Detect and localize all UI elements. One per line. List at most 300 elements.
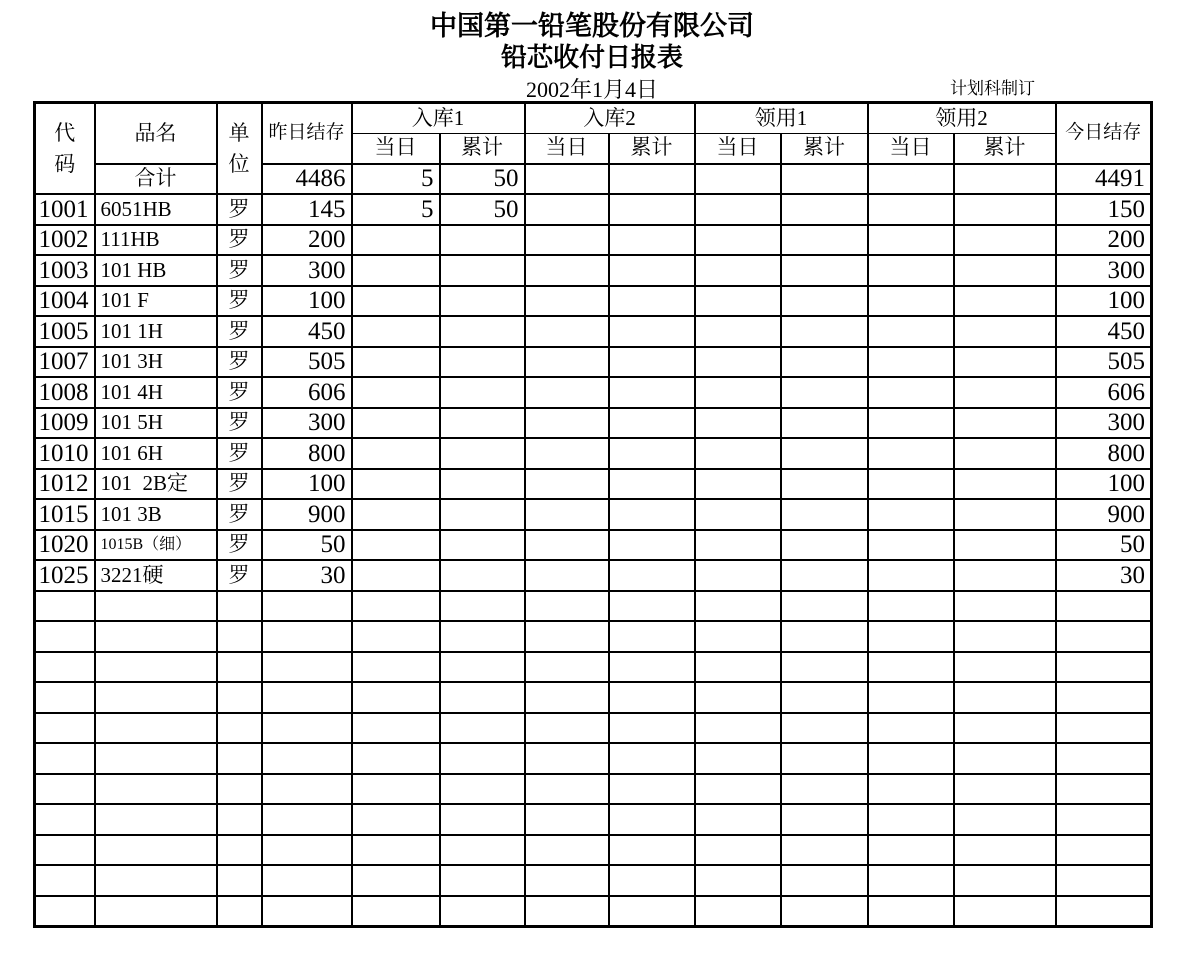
in1-day-cell [352, 713, 440, 744]
code-cell: 1020 [35, 530, 95, 561]
use1-day-cell [695, 164, 781, 195]
in2-cum-cell [609, 713, 695, 744]
today-balance-cell: 4491 [1056, 164, 1152, 195]
use2-cum-cell [954, 255, 1056, 286]
use2-day-cell [868, 865, 954, 896]
prev-balance-cell [262, 835, 352, 866]
today-balance-cell: 300 [1056, 408, 1152, 439]
table-row [35, 408, 1152, 439]
in2-day-cell [525, 713, 609, 744]
in2-day-cell [525, 225, 609, 256]
today-balance-cell [1056, 713, 1152, 744]
in1-cum-cell [440, 682, 525, 713]
col-header-in2-cum: 累计 [609, 133, 695, 164]
in1-cum-cell [440, 255, 525, 286]
product-cell: 101 3B [95, 499, 217, 530]
use2-cum-cell [954, 316, 1056, 347]
col-group-in2: 入库2 [525, 103, 695, 134]
col-header-today-balance: 今日结存 [1056, 103, 1152, 164]
product-cell: 101 HB [95, 255, 217, 286]
today-balance-cell: 100 [1056, 286, 1152, 317]
use2-cum-cell [954, 835, 1056, 866]
product-cell [95, 835, 217, 866]
use1-day-cell [695, 469, 781, 500]
unit-cell: 罗 [217, 255, 262, 286]
col-header-prev-balance: 昨日结存 [262, 103, 352, 164]
in1-day-cell [352, 469, 440, 500]
unit-cell: 罗 [217, 408, 262, 439]
product-cell [95, 896, 217, 927]
in2-cum-cell [609, 743, 695, 774]
use2-day-cell [868, 408, 954, 439]
in1-cum-cell [440, 774, 525, 805]
table-row [35, 225, 1152, 256]
in1-cum-cell [440, 804, 525, 835]
unit-cell: 罗 [217, 286, 262, 317]
use2-cum-cell [954, 438, 1056, 469]
use1-cum-cell [781, 255, 868, 286]
in2-day-cell [525, 774, 609, 805]
use2-cum-cell [954, 774, 1056, 805]
use1-day-cell [695, 377, 781, 408]
product-cell: 101 5H [95, 408, 217, 439]
code-cell [35, 621, 95, 652]
use1-cum-cell [781, 194, 868, 225]
unit-cell: 罗 [217, 499, 262, 530]
use2-cum-cell [954, 896, 1056, 927]
in2-cum-cell [609, 377, 695, 408]
in2-cum-cell [609, 469, 695, 500]
use2-day-cell [868, 225, 954, 256]
table-row [35, 286, 1152, 317]
prev-balance-cell: 606 [262, 377, 352, 408]
unit-cell [217, 835, 262, 866]
table-row [35, 621, 1152, 652]
in1-cum-cell [440, 591, 525, 622]
company-title: 中国第一铅笔股份有限公司 [430, 11, 754, 42]
table-row [35, 530, 1152, 561]
in1-cum-cell [440, 469, 525, 500]
use1-cum-cell [781, 438, 868, 469]
today-balance-cell: 300 [1056, 255, 1152, 286]
in2-cum-cell [609, 408, 695, 439]
in2-cum-cell [609, 835, 695, 866]
table-row [35, 835, 1152, 866]
today-balance-cell: 450 [1056, 316, 1152, 347]
in1-cum-cell: 50 [440, 164, 525, 195]
total-label: 合计 [95, 164, 217, 195]
in1-cum-cell [440, 377, 525, 408]
in1-day-cell [352, 560, 440, 591]
prev-balance-cell: 900 [262, 499, 352, 530]
col-group-in1: 入库1 [352, 103, 525, 134]
use2-cum-cell [954, 194, 1056, 225]
in1-day-cell [352, 591, 440, 622]
prev-balance-cell: 100 [262, 469, 352, 500]
in2-cum-cell [609, 621, 695, 652]
product-cell [95, 743, 217, 774]
today-balance-cell [1056, 591, 1152, 622]
use2-day-cell [868, 347, 954, 378]
code-cell [35, 652, 95, 683]
today-balance-cell [1056, 835, 1152, 866]
prev-balance-cell [262, 713, 352, 744]
col-header-product: 品名 [95, 103, 217, 164]
product-cell [95, 621, 217, 652]
use1-cum-cell [781, 286, 868, 317]
today-balance-cell: 800 [1056, 438, 1152, 469]
in1-day-cell [352, 652, 440, 683]
in1-day-cell [352, 286, 440, 317]
code-cell: 1008 [35, 377, 95, 408]
use1-cum-cell [781, 652, 868, 683]
in1-cum-cell [440, 743, 525, 774]
today-balance-cell: 150 [1056, 194, 1152, 225]
use1-cum-cell [781, 499, 868, 530]
in1-day-cell [352, 347, 440, 378]
use2-cum-cell [954, 530, 1056, 561]
use1-cum-cell [781, 591, 868, 622]
product-cell: 6051HB [95, 194, 217, 225]
prev-balance-cell [262, 743, 352, 774]
unit-cell: 罗 [217, 377, 262, 408]
table-row [35, 438, 1152, 469]
in1-cum-cell [440, 713, 525, 744]
in2-day-cell [525, 499, 609, 530]
code-cell [35, 865, 95, 896]
code-cell: 1012 [35, 469, 95, 500]
use1-cum-cell [781, 164, 868, 195]
prev-balance-cell: 450 [262, 316, 352, 347]
in1-day-cell [352, 499, 440, 530]
use1-day-cell [695, 652, 781, 683]
in1-day-cell [352, 804, 440, 835]
use2-day-cell [868, 194, 954, 225]
col-group-use2: 领用2 [868, 103, 1056, 134]
unit-cell: 罗 [217, 530, 262, 561]
unit-cell [217, 591, 262, 622]
in2-day-cell [525, 591, 609, 622]
use2-cum-cell [954, 499, 1056, 530]
code-cell [35, 682, 95, 713]
use1-day-cell [695, 774, 781, 805]
use2-day-cell [868, 591, 954, 622]
use2-cum-cell [954, 713, 1056, 744]
use2-day-cell [868, 652, 954, 683]
in1-day-cell [352, 225, 440, 256]
today-balance-cell [1056, 621, 1152, 652]
unit-cell: 罗 [217, 225, 262, 256]
in2-cum-cell [609, 682, 695, 713]
use2-cum-cell [954, 286, 1056, 317]
col-header-use2-day: 当日 [868, 133, 954, 164]
table-row [35, 743, 1152, 774]
use1-cum-cell [781, 316, 868, 347]
in2-cum-cell [609, 865, 695, 896]
in2-day-cell [525, 621, 609, 652]
unit-cell [217, 865, 262, 896]
use1-cum-cell [781, 377, 868, 408]
use1-cum-cell [781, 774, 868, 805]
col-header-code [35, 103, 95, 195]
unit-cell [217, 804, 262, 835]
in2-day-cell [525, 164, 609, 195]
prev-balance-cell: 145 [262, 194, 352, 225]
product-cell [95, 713, 217, 744]
product-cell: 101 3H [95, 347, 217, 378]
use2-cum-cell [954, 621, 1056, 652]
in2-cum-cell [609, 255, 695, 286]
use2-day-cell [868, 713, 954, 744]
use1-cum-cell [781, 469, 868, 500]
use1-day-cell [695, 408, 781, 439]
in1-day-cell [352, 377, 440, 408]
table-row [35, 316, 1152, 347]
in1-day-cell [352, 835, 440, 866]
in1-cum-cell [440, 530, 525, 561]
in1-day-cell: 5 [352, 164, 440, 195]
use2-day-cell [868, 316, 954, 347]
in2-cum-cell [609, 591, 695, 622]
use1-cum-cell [781, 865, 868, 896]
in2-cum-cell [609, 896, 695, 927]
code-cell: 1003 [35, 255, 95, 286]
prev-balance-cell [262, 896, 352, 927]
prev-balance-cell: 300 [262, 255, 352, 286]
use2-day-cell [868, 560, 954, 591]
product-cell [95, 865, 217, 896]
in1-cum-cell [440, 865, 525, 896]
col-header-in1-day: 当日 [352, 133, 440, 164]
use2-cum-cell [954, 682, 1056, 713]
today-balance-cell [1056, 865, 1152, 896]
in2-day-cell [525, 896, 609, 927]
code-cell: 1007 [35, 347, 95, 378]
in1-cum-cell [440, 499, 525, 530]
use2-day-cell [868, 438, 954, 469]
prev-balance-cell: 200 [262, 225, 352, 256]
in2-day-cell [525, 377, 609, 408]
use2-cum-cell [954, 225, 1056, 256]
in2-cum-cell [609, 652, 695, 683]
in1-day-cell [352, 865, 440, 896]
in2-cum-cell [609, 499, 695, 530]
col-header-code-label: 代码 [54, 121, 76, 176]
in2-day-cell [525, 652, 609, 683]
today-balance-cell: 30 [1056, 560, 1152, 591]
in1-cum-cell [440, 621, 525, 652]
prev-balance-cell [262, 804, 352, 835]
use1-day-cell [695, 194, 781, 225]
use1-cum-cell [781, 530, 868, 561]
use2-cum-cell [954, 591, 1056, 622]
prev-balance-cell: 300 [262, 408, 352, 439]
use2-cum-cell [954, 804, 1056, 835]
use1-day-cell [695, 560, 781, 591]
prev-balance-cell [262, 621, 352, 652]
use1-day-cell [695, 438, 781, 469]
use2-day-cell [868, 804, 954, 835]
unit-cell: 罗 [217, 316, 262, 347]
use1-day-cell [695, 591, 781, 622]
col-header-unit [217, 103, 262, 195]
use2-day-cell [868, 255, 954, 286]
in1-cum-cell [440, 316, 525, 347]
use2-day-cell [868, 377, 954, 408]
in1-cum-cell [440, 438, 525, 469]
table-row [35, 377, 1152, 408]
use2-day-cell [868, 835, 954, 866]
prev-balance-cell: 100 [262, 286, 352, 317]
in2-cum-cell [609, 530, 695, 561]
use1-day-cell [695, 896, 781, 927]
header-row-groups [35, 103, 1152, 134]
report-title: 铅芯收付日报表 [500, 42, 683, 73]
use2-day-cell [868, 530, 954, 561]
prev-balance-cell [262, 682, 352, 713]
use1-day-cell [695, 621, 781, 652]
table-body [35, 194, 1152, 926]
table-row [35, 713, 1152, 744]
table-row [35, 591, 1152, 622]
use1-day-cell [695, 804, 781, 835]
in2-day-cell [525, 560, 609, 591]
in2-cum-cell [609, 194, 695, 225]
use1-day-cell [695, 865, 781, 896]
product-cell: 101 4H [95, 377, 217, 408]
in1-day-cell [352, 682, 440, 713]
in1-day-cell: 5 [352, 194, 440, 225]
use1-cum-cell [781, 408, 868, 439]
product-cell [95, 682, 217, 713]
table-row [35, 347, 1152, 378]
in2-day-cell [525, 194, 609, 225]
unit-cell [217, 743, 262, 774]
in1-cum-cell [440, 835, 525, 866]
in2-cum-cell [609, 316, 695, 347]
in1-day-cell [352, 255, 440, 286]
in2-day-cell [525, 347, 609, 378]
use2-cum-cell [954, 347, 1056, 378]
use1-cum-cell [781, 896, 868, 927]
in2-cum-cell [609, 225, 695, 256]
in2-cum-cell [609, 438, 695, 469]
use2-cum-cell [954, 469, 1056, 500]
prev-balance-cell: 50 [262, 530, 352, 561]
use2-cum-cell [954, 560, 1056, 591]
in2-cum-cell [609, 774, 695, 805]
code-cell: 1009 [35, 408, 95, 439]
daily-report-table [33, 101, 1153, 928]
use1-day-cell [695, 347, 781, 378]
in1-cum-cell [440, 560, 525, 591]
code-cell: 1005 [35, 316, 95, 347]
unit-cell [217, 713, 262, 744]
today-balance-cell: 100 [1056, 469, 1152, 500]
use2-cum-cell [954, 652, 1056, 683]
table-row [35, 255, 1152, 286]
use1-cum-cell [781, 835, 868, 866]
prev-balance-cell: 4486 [262, 164, 352, 195]
use1-day-cell [695, 316, 781, 347]
code-cell [35, 713, 95, 744]
in2-cum-cell [609, 286, 695, 317]
product-cell: 1015B（细） [95, 530, 217, 561]
today-balance-cell: 200 [1056, 225, 1152, 256]
in2-day-cell [525, 438, 609, 469]
in2-day-cell [525, 286, 609, 317]
code-cell [35, 804, 95, 835]
prev-balance-cell: 30 [262, 560, 352, 591]
use1-cum-cell [781, 621, 868, 652]
in1-cum-cell [440, 286, 525, 317]
code-cell [35, 835, 95, 866]
use1-day-cell [695, 499, 781, 530]
use1-day-cell [695, 530, 781, 561]
unit-cell: 罗 [217, 560, 262, 591]
use2-cum-cell [954, 377, 1056, 408]
table-row [35, 865, 1152, 896]
use2-day-cell [868, 164, 954, 195]
today-balance-cell: 606 [1056, 377, 1152, 408]
in2-day-cell [525, 743, 609, 774]
unit-cell [217, 896, 262, 927]
in1-day-cell [352, 621, 440, 652]
table-row [35, 499, 1152, 530]
in2-day-cell [525, 682, 609, 713]
col-header-use1-cum: 累计 [781, 133, 868, 164]
code-cell [35, 591, 95, 622]
product-cell: 111HB [95, 225, 217, 256]
use2-cum-cell [954, 408, 1056, 439]
prev-balance-cell: 800 [262, 438, 352, 469]
prev-balance-cell [262, 591, 352, 622]
in2-cum-cell [609, 804, 695, 835]
unit-cell [217, 682, 262, 713]
code-cell: 1004 [35, 286, 95, 317]
total-row [35, 164, 1152, 195]
in1-day-cell [352, 896, 440, 927]
in2-cum-cell [609, 347, 695, 378]
in2-day-cell [525, 408, 609, 439]
product-cell: 101 1H [95, 316, 217, 347]
today-balance-cell [1056, 896, 1152, 927]
product-cell: 3221硬 [95, 560, 217, 591]
table-row [35, 804, 1152, 835]
today-balance-cell: 900 [1056, 499, 1152, 530]
today-balance-cell: 50 [1056, 530, 1152, 561]
in2-day-cell [525, 255, 609, 286]
use1-day-cell [695, 743, 781, 774]
table-row [35, 896, 1152, 927]
col-header-use1-day: 当日 [695, 133, 781, 164]
use1-day-cell [695, 225, 781, 256]
report-date: 2002年1月4日 [525, 76, 658, 102]
unit-cell: 罗 [217, 469, 262, 500]
in2-cum-cell [609, 560, 695, 591]
today-balance-cell [1056, 682, 1152, 713]
prepared-by-label: 计划科制订 [950, 79, 1035, 98]
code-cell: 1001 [35, 194, 95, 225]
use2-day-cell [868, 896, 954, 927]
in2-day-cell [525, 804, 609, 835]
in2-day-cell [525, 865, 609, 896]
unit-cell: 罗 [217, 194, 262, 225]
prev-balance-cell [262, 865, 352, 896]
use1-cum-cell [781, 743, 868, 774]
code-cell: 1015 [35, 499, 95, 530]
use2-day-cell [868, 499, 954, 530]
